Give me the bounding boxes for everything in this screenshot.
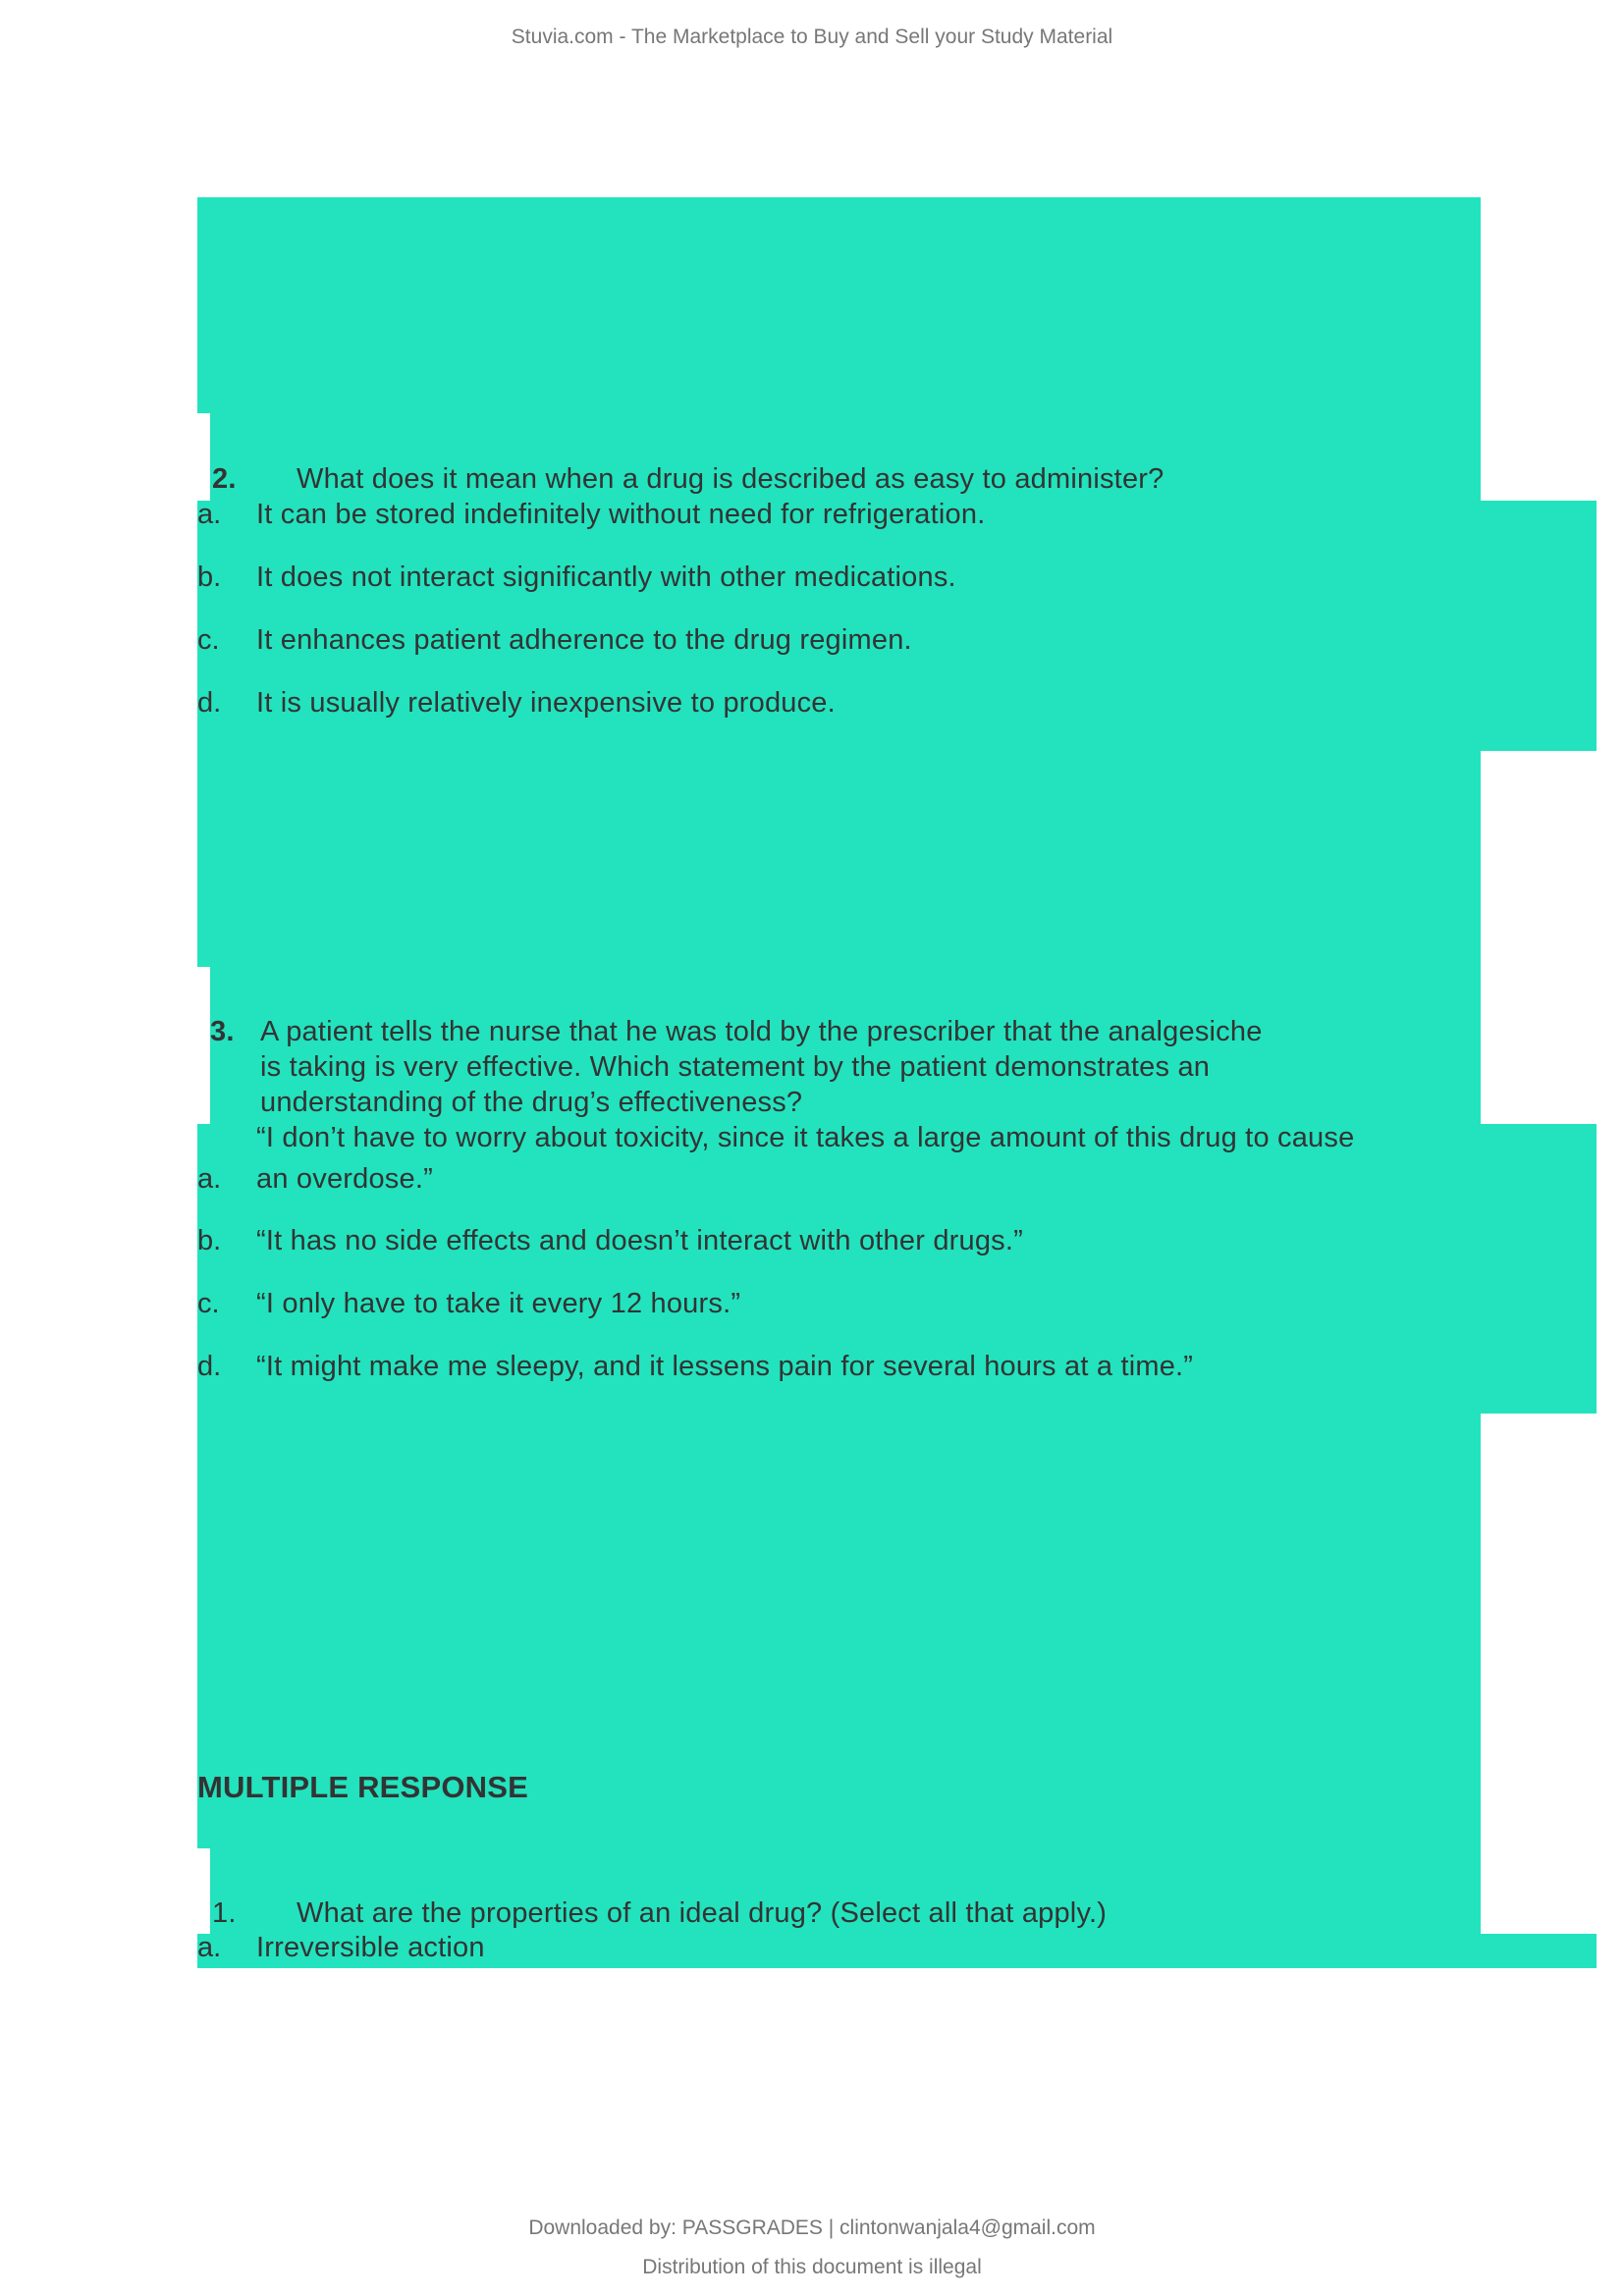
question-number: 1. [212,1897,237,1929]
question-text: is taking is very effective. Which statement by the patient demonstrates an [260,1051,1211,1083]
question-text: understanding of the drug’s effectiveness? [260,1087,803,1118]
gap [197,413,210,501]
question-number: 3. [210,1016,235,1047]
option-label: c. [197,1288,220,1319]
option-label: c. [197,624,220,656]
option-text: It enhances patient adherence to the drug regimen. [256,624,912,656]
gap [197,967,210,1124]
option-text: an overdose.” [256,1163,433,1195]
question-text: A patient tells the nurse that he was told by the prescriber that the analgesiche [260,1016,1263,1047]
option-label: a. [197,499,222,530]
question-number: 2. [212,463,237,495]
option-text: “I don’t have to worry about toxicity, since it takes a large amount of this drug to cause [256,1122,1355,1153]
question-text: What are the properties of an ideal drug? (Select all that apply.) [297,1897,1108,1929]
option-text: “It might make me sleepy, and it lessens pain for several hours at a time.” [256,1351,1194,1382]
option-label: a. [197,1163,222,1195]
option-text: “It has no side effects and doesn’t interact with other drugs.” [256,1225,1023,1256]
option-label: a. [197,1932,222,1963]
option-label: b. [197,561,222,593]
option-text: It does not interact significantly with other medications. [256,561,956,593]
option-text: “I only have to take it every 12 hours.” [256,1288,741,1319]
footer-distribution: Distribution of this document is illegal [642,2256,982,2278]
option-label: b. [197,1225,222,1256]
option-text: It is usually relatively inexpensive to produce. [256,687,836,719]
gap [197,1848,210,1934]
footer-downloaded: Downloaded by: PASSGRADES | clintonwanjala4@gmail.com [528,2216,1096,2239]
page-header: Stuvia.com - The Marketplace to Buy and Sell your Study Material [511,26,1113,48]
option-text: Irreversible action [256,1932,485,1963]
option-text: It can be stored indefinitely without need for refrigeration. [256,499,986,530]
option-label: d. [197,1351,222,1382]
section-title: MULTIPLE RESPONSE [197,1770,528,1804]
question-text: What does it mean when a drug is described as easy to administer? [297,463,1164,495]
option-label: d. [197,687,222,719]
